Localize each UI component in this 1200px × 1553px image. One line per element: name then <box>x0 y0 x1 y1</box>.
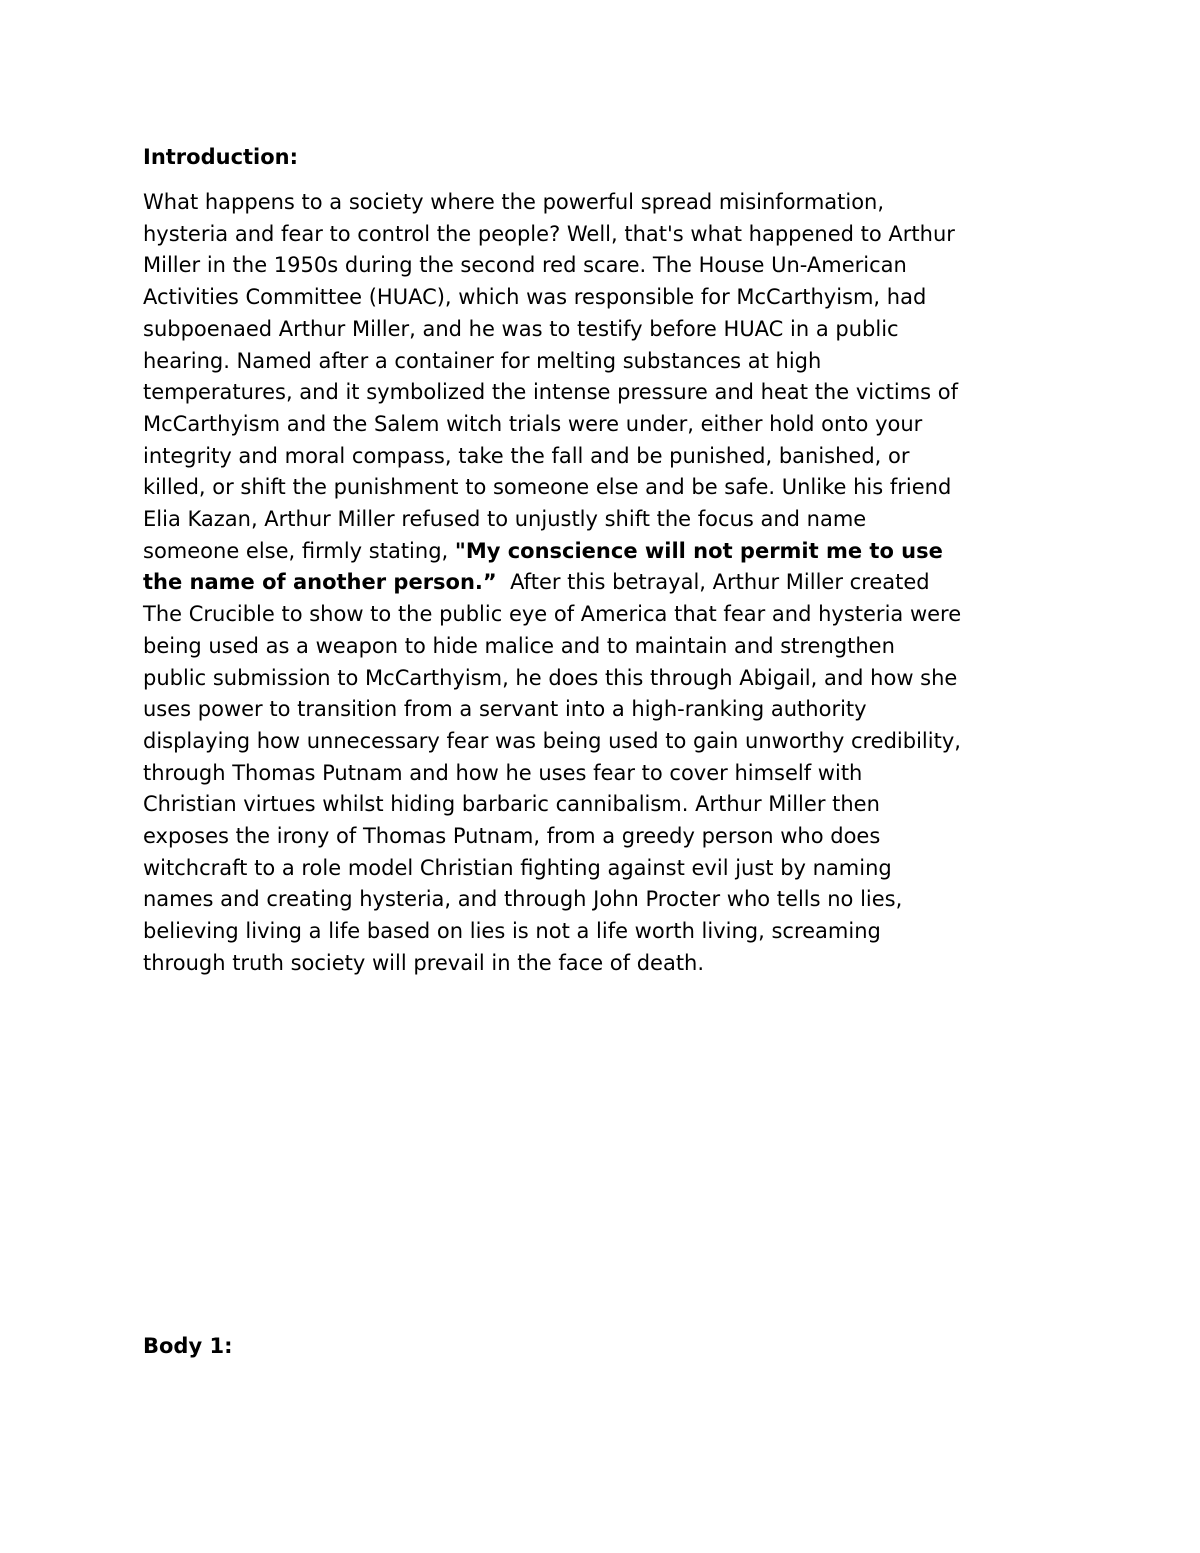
introduction-heading: Introduction: <box>143 145 299 169</box>
paragraph-line: Christian virtues whilst hiding barbaric cannibalism. Arthur Miller then <box>143 792 880 817</box>
paragraph-line: What happens to a society where the powerful spread misinformation, <box>143 190 885 214</box>
paragraph-line: believing living a life based on lies is not a life worth living, screaming <box>143 919 881 944</box>
paragraph-line: temperatures, and it symbolized the intense pressure and heat the victims of <box>143 380 959 405</box>
paragraph-line: names and creating hysteria, and through John Procter who tells no lies, <box>143 887 903 912</box>
paragraph-line: witchcraft to a role model Christian fighting against evil just by naming <box>143 855 892 880</box>
paragraph-line: Miller in the 1950s during the second red scare. The House Un-American <box>143 253 907 278</box>
paragraph-line-with-quote <box>143 536 1073 568</box>
paragraph-line: public submission to McCarthyism, he does this through Abigail, and how she <box>143 665 958 690</box>
paragraph-line: through Thomas Putnam and how he uses fear to cover himself with <box>143 760 863 785</box>
miller-quote-part-2: the name of another person.” <box>143 570 497 595</box>
paragraph-line: exposes the irony of Thomas Putnam, from a greedy person who does <box>143 824 881 849</box>
paragraph-line: through truth society will prevail in the face of death. <box>143 950 705 975</box>
paragraph-line: killed, or shift the punishment to someone else and be safe. Unlike his friend <box>143 475 952 500</box>
paragraph-line: Elia Kazan, Arthur Miller refused to unjustly shift the focus and name <box>143 507 867 532</box>
paragraph-line: subpoenaed Arthur Miller, and he was to testify before HUAC in a public <box>143 316 899 341</box>
paragraph-line: hearing. Named after a container for melting substances at high <box>143 348 822 373</box>
body-1-heading: Body 1: <box>143 1334 233 1358</box>
introduction-paragraph <box>143 187 1073 980</box>
paragraph-line: displaying how unnecessary fear was being used to gain unworthy credibility, <box>143 728 961 753</box>
paragraph-line: McCarthyism and the Salem witch trials were under, either hold onto your <box>143 411 923 436</box>
paragraph-line: uses power to transition from a servant into a high-ranking authority <box>143 697 867 722</box>
paragraph-line: Activities Committee (HUAC), which was responsible for McCarthyism, had <box>143 285 927 310</box>
paragraph-text: After this betrayal, Arthur Miller created <box>496 570 930 595</box>
miller-quote-part-1: "My conscience will not permit me to use <box>454 538 943 563</box>
paragraph-line: The Crucible to show to the public eye of America that fear and hysteria were <box>143 602 962 627</box>
paragraph-line-with-quote <box>143 567 1073 599</box>
paragraph-line: hysteria and fear to control the people? Well, that's what happened to Arthur <box>143 221 955 246</box>
paragraph-line: being used as a weapon to hide malice and to maintain and strengthen <box>143 633 895 658</box>
paragraph-line: integrity and moral compass, take the fall and be punished, banished, or <box>143 443 910 468</box>
paragraph-text: someone else, firmly stating, <box>143 538 455 563</box>
